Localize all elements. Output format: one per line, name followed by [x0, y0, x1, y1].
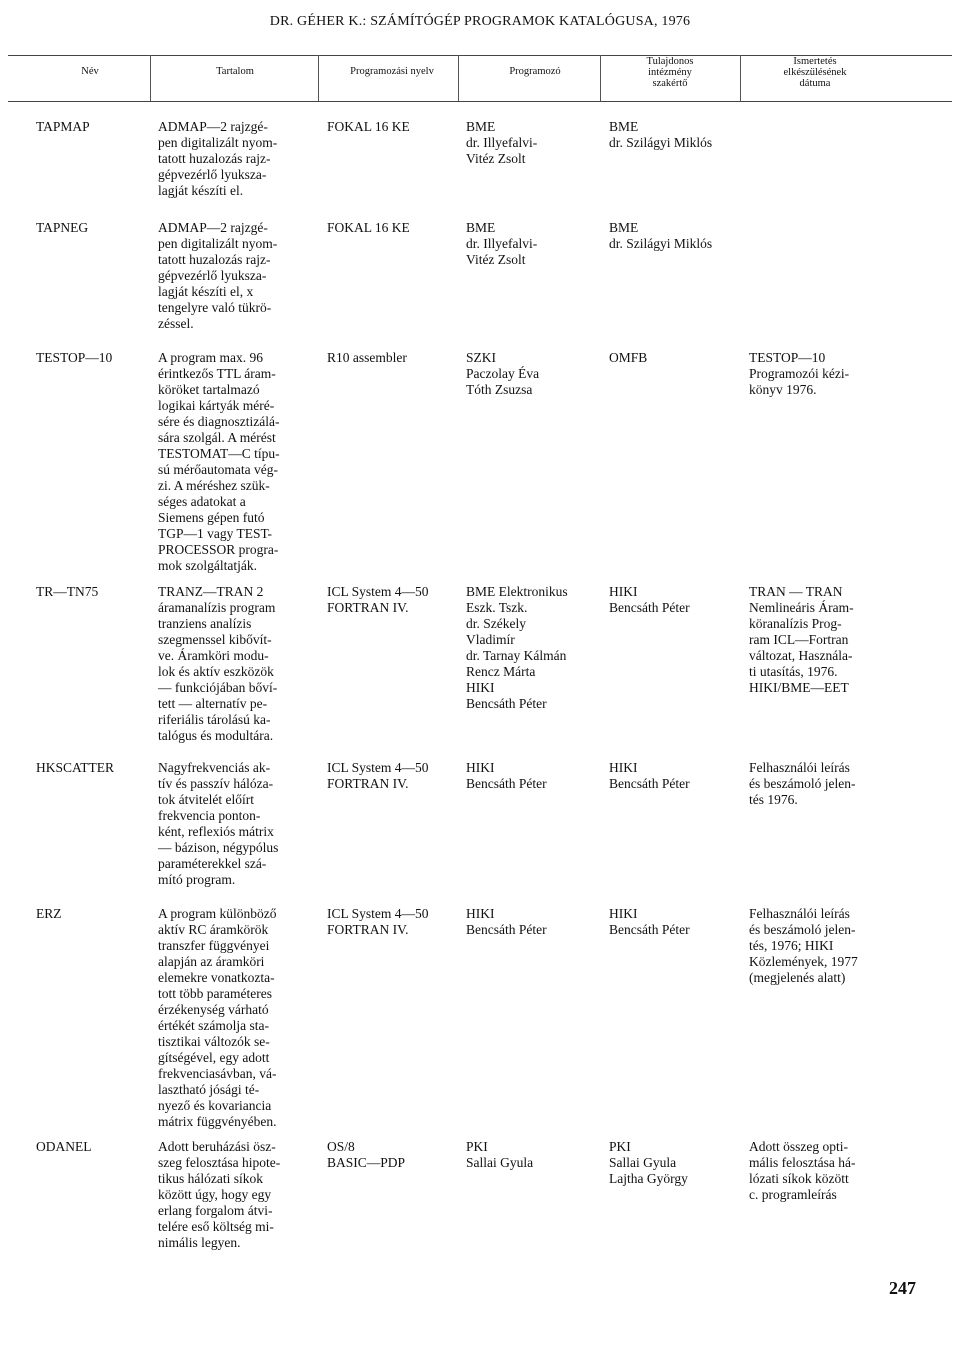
- entry-documentation: TESTOP—10 Programozói kézi- könyv 1976.: [749, 350, 850, 397]
- header-content: Tartalom: [216, 66, 254, 77]
- entry-programmer: BME dr. Illyefalvi- Vitéz Zsolt: [466, 119, 538, 166]
- header-language: Programozási nyelv: [350, 66, 434, 77]
- entry-language: ICL System 4—50 FORTRAN IV.: [327, 584, 429, 615]
- entry-programmer: HIKI Bencsáth Péter: [466, 760, 547, 791]
- entry-language: ICL System 4—50 FORTRAN IV.: [327, 760, 429, 791]
- header-name: Név: [81, 66, 99, 77]
- entry-content: A program különböző aktív RC áramkörök transzfer függvényei alapján az áramköri elemekre vonatkozta- tott több paraméteres érzékenység várható értékét számolja sta- tisztikai változók se- gítségével, egy adott frekvenciasávban, vá- lasztható jósági té- nyező és kovariancia mátrix függvényében.: [158, 906, 277, 1129]
- entry-name: TR—TN75: [36, 584, 99, 599]
- entry-programmer: HIKI Bencsáth Péter: [466, 906, 547, 937]
- entry-language: FOKAL 16 KE: [327, 220, 410, 235]
- column-divider: [318, 55, 319, 101]
- entry-documentation: Felhasználói leírás és beszámoló jelen- tés, 1976; HIKI Közlemények, 1977 (megjelenés alatt): [749, 906, 858, 985]
- entry-owner: PKI Sallai Gyula Lajtha György: [609, 1139, 688, 1186]
- entry-documentation: Felhasználói leírás és beszámoló jelen- tés 1976.: [749, 760, 856, 807]
- entry-name: ERZ: [36, 906, 62, 921]
- entry-programmer: SZKI Paczolay Éva Tóth Zsuzsa: [466, 350, 540, 397]
- entry-content: ADMAP—2 rajzgé- pen digitalizált nyom- tatott huzalozás rajz- gépvezérlő lyukszа- lagját készíti el, x tengelyre való tükrö- zéssel.: [158, 220, 278, 331]
- entry-owner: OMFB: [609, 350, 648, 365]
- entry-name: TAPMAP: [36, 119, 90, 134]
- entry-owner: BME dr. Szilágyi Miklós: [609, 220, 713, 251]
- page-number: 247: [889, 1278, 916, 1298]
- entry-programmer: BME dr. Illyefalvi- Vitéz Zsolt: [466, 220, 538, 267]
- column-divider: [600, 55, 601, 101]
- column-divider: [458, 55, 459, 101]
- entry-name: TESTOP—10: [36, 350, 113, 365]
- column-divider: [150, 55, 151, 101]
- entry-programmer: PKI Sallai Gyula: [466, 1139, 534, 1170]
- entry-language: FOKAL 16 KE: [327, 119, 410, 134]
- entry-name: ODANEL: [36, 1139, 92, 1154]
- entry-language: OS/8 BASIC—PDP: [327, 1139, 406, 1170]
- entry-documentation: Adott összeg opti- mális felosztása há- lózati síkok között c. programleírás: [749, 1139, 856, 1202]
- entry-language: ICL System 4—50 FORTRAN IV.: [327, 906, 429, 937]
- table-header: [0, 56, 960, 100]
- entry-content: A program max. 96 érintkezős TTL áram- köröket tartalmazó logikai kártyák méré- sére és diagnosztizálá- sára szolgál. A mérést TESTOMAT—C típu- sú mérőautomata vég- zi. A méréshez szük- séges adatokat a Siemens gépen futó TGP—1 vagy TEST- PROCESSOR progra- mok szolgáltatják.: [158, 350, 280, 573]
- header-owner: Tulajdonos intézmény szakértő: [646, 56, 694, 89]
- entry-content: TRANZ—TRAN 2 áramanalízis program tranziens analízis szegmenssel kibővít- ve. Áramköri modu- lok és aktív eszközök — funkciójában bőví- tett — alternatív pe- riferiális tárolású ka- talógus és modultára.: [158, 584, 278, 743]
- entry-documentation: TRAN — TRAN Nemlineáris Áram- köranalízis Prog- ram ICL—Fortran változat, Használa- ti utasítás, 1976. HIKI/BME—EET: [749, 584, 854, 695]
- entry-owner: HIKI Bencsáth Péter: [609, 906, 690, 937]
- header-bottom-rule: [8, 101, 952, 102]
- entry-language: R10 assembler: [327, 350, 407, 365]
- header-programmer: Programozó: [509, 66, 561, 77]
- entry-content: Adott beruházási ösz- szeg felosztása hipote- tikus hálózati síkok között úgy, hogy egy erlang forgalom átvi- telére eső költség mi- nimális legyen.: [158, 1139, 281, 1250]
- entry-name: TAPNEG: [36, 220, 89, 235]
- entry-content: ADMAP—2 rajzgé- pen digitalizált nyom- tatott huzalozás rajz- gépvezérlő lyukszа- lagját készíti el.: [158, 119, 278, 198]
- header-documentation: Ismertetés elkészülésének dátuma: [783, 56, 847, 89]
- entry-programmer: BME Elektronikus Eszk. Tszk. dr. Székely Vladimír dr. Tarnay Kálmán Rencz Márta HIKI Bencsáth Péter: [466, 584, 568, 711]
- column-divider: [740, 55, 741, 101]
- page-title: DR. GÉHER K.: SZÁMÍTÓGÉP PROGRAMOK KATALÓGUSA, 1976: [269, 14, 691, 29]
- entry-owner: BME dr. Szilágyi Miklós: [609, 119, 713, 150]
- entry-owner: HIKI Bencsáth Péter: [609, 584, 690, 615]
- entry-owner: HIKI Bencsáth Péter: [609, 760, 690, 791]
- entry-content: Nagyfrekvenciás ak- tív és passzív hálóza- tok átvitelét előírt frekvencia ponton- ként, reflexiós mátrix — bázison, négypólus paraméterekkel szá- mító program.: [158, 760, 279, 887]
- entry-name: HKSCATTER: [36, 760, 115, 775]
